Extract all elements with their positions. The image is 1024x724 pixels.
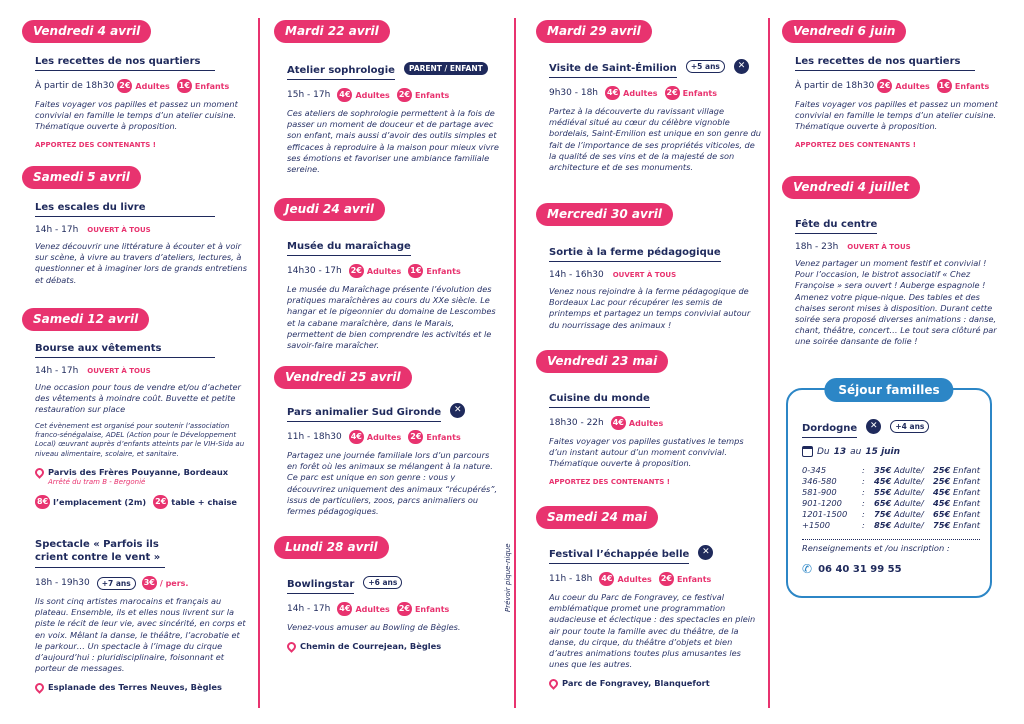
sep: / <box>921 509 924 519</box>
price-badge: 4€ <box>605 86 620 100</box>
tag-pill: PARENT / ENFANT <box>404 62 488 75</box>
price-row <box>802 487 980 498</box>
event-time: 14h30 - 17h <box>287 266 342 276</box>
price-row <box>802 520 980 531</box>
event-title: Visite de Saint-Émilion <box>549 63 677 78</box>
price-badge: 2€ <box>397 602 412 616</box>
price-table <box>802 465 980 531</box>
price-label: Enfants <box>426 432 461 442</box>
adult-price: 75€ Adulte <box>874 509 921 519</box>
price-row <box>802 509 980 520</box>
quotient: 1201-1500 <box>802 509 848 519</box>
price-label: Adultes <box>628 418 664 428</box>
event-recettes-juin <box>795 56 1007 149</box>
date-badge: Mardi 29 avril <box>536 20 652 43</box>
date-badge: Samedi 5 avril <box>22 166 141 189</box>
price-badge: 4€ <box>611 416 626 430</box>
price-label: Adultes <box>355 604 390 614</box>
event-time: 9h30 - 18h <box>549 88 599 98</box>
sep: / <box>921 520 924 530</box>
event-time: 18h - 23h <box>795 242 839 252</box>
price-label: Adultes <box>617 574 652 584</box>
event-title: Festival l’échappée belle <box>549 549 689 564</box>
sep: : <box>862 509 865 519</box>
phone-number: 06 40 31 99 55 <box>818 563 902 575</box>
bring-note: APPORTEZ DES CONTENANTS ! <box>35 140 156 149</box>
price-label: Enfants <box>682 88 717 98</box>
price-badge: 4€ <box>337 602 352 616</box>
price-label: Adultes <box>135 81 170 91</box>
price-label: Enfants <box>194 81 230 91</box>
event-escales <box>35 202 247 286</box>
event-location <box>35 467 247 486</box>
price-label: Enfants <box>676 574 712 584</box>
event-description: Venez partager un moment festif et convivial ! Pour l’occasion, le bistrot associatif « Chez Françoise » sera ouvert ! Auberge espagnole ! Amenez votre pique-nique. Des tables et des chaises seront mises à disposition. Durant cette soirée sera proposé diverses animations : danse, chant, théâtre, concert… Le tout sera clôturé par une soirée dansante de folie ! <box>795 258 997 347</box>
event-fete <box>795 212 1007 348</box>
event-festival <box>549 542 761 688</box>
age-pill: +7 ans <box>97 577 136 590</box>
price-label: Adultes <box>366 266 402 276</box>
sejour-box <box>786 383 992 598</box>
child-price: 45€ Enfant <box>933 487 980 497</box>
event-description: Partez à la découverte du ravissant village médiéval situé au cœur du célèbre vignoble bordelais, Saint-Emilion est unique en son genre du fait de l’importance de ses propriétés viticoles, de la qualité de ses vins et de la majesté de son architecture et de ses monuments. <box>549 106 761 173</box>
sejour-header <box>802 416 980 438</box>
location-text: Parc de Fongravey, Blanquefort <box>562 678 710 689</box>
event-title: Atelier sophrologie <box>287 65 395 80</box>
quotient: 346-580 <box>802 476 837 486</box>
price-label: Enfants <box>426 266 461 276</box>
open-label: OUVERT À TOUS <box>87 367 151 375</box>
event-description: Le musée du Maraîchage présente l’évolution des pratiques maraîchères au cours du XXe siècle. Le hangar et le pigeonnier du domaine de Lescombes et la cabane maraîchère, dans le Marais, permettent de bien comprendre les activités et le savoir-faire maraîcher. <box>287 284 496 351</box>
event-title: Fête du centre <box>795 219 877 234</box>
event-spectacle <box>35 538 247 692</box>
price-badge: 8€ <box>35 495 50 509</box>
price-badge: 4€ <box>599 572 614 586</box>
event-location <box>549 678 761 688</box>
event-meta <box>795 242 1007 252</box>
cutlery-icon: ✕ <box>866 419 881 434</box>
price-badge: 2€ <box>877 79 892 93</box>
price-badge: 1€ <box>937 79 952 93</box>
age-pill: +5 ans <box>686 60 725 73</box>
date-badge: Vendredi 6 juin <box>782 20 906 43</box>
price-label: Adultes <box>895 81 930 91</box>
event-time: 14h - 17h <box>287 604 331 614</box>
quotient: +1500 <box>802 520 831 530</box>
event-description: Ils sont cinq artistes marocains et français au plateau. Ensemble, ils et elles nous livrent sur la piste le récit de leur vie, avec sincérité, en corps et en voix. Mêlant la danse, le théâtre, l’acrobatie et le parkour… Un spectacle à l’image du cirque d’aujourd’hui : pluridisciplinaire, foisonnant et porteur de messages. <box>35 596 246 674</box>
phone-icon: ✆ <box>802 562 813 576</box>
price-badge: 1€ <box>408 264 423 278</box>
event-extra-prices <box>35 495 247 509</box>
event-meta <box>35 79 247 93</box>
event-time: 14h - 17h <box>35 225 79 235</box>
event-musee <box>287 234 499 351</box>
price-badge: 4€ <box>337 88 352 102</box>
event-cuisine <box>549 386 761 486</box>
sep: : <box>862 487 865 497</box>
event-description: Faites voyager vos papilles et passez un moment convivial en famille le temps d’un atelier cuisine. Thématique ouverte à proposition. <box>35 99 238 132</box>
price-label: Enfants <box>414 604 450 614</box>
date-badge: Mercredi 30 avril <box>536 203 673 226</box>
event-parc <box>287 400 499 517</box>
column-3 <box>536 0 762 724</box>
price-row <box>802 498 980 509</box>
sep: / <box>921 465 924 475</box>
event-description: Venez découvrir une littérature à écouter et à voir sur scène, à vivre au travers d’ateliers, lectures, à questionner et à imaginer lors de grands entretiens et débats. <box>35 241 247 285</box>
sejour-dates <box>802 446 980 457</box>
sejour-phone <box>802 562 980 576</box>
price-row <box>802 476 980 487</box>
event-saint-emilion <box>549 56 761 173</box>
column-2 <box>274 0 502 724</box>
price-badge: 2€ <box>408 430 423 444</box>
child-price: 45€ Enfant <box>933 498 980 508</box>
event-meta <box>35 225 247 235</box>
event-time: 15h - 17h <box>287 90 331 100</box>
cutlery-icon: ✕ <box>734 59 749 74</box>
event-meta <box>287 602 499 616</box>
event-title: Musée du maraîchage <box>287 241 411 256</box>
event-time: 11h - 18h30 <box>287 432 342 442</box>
event-recettes <box>35 56 247 149</box>
event-meta <box>549 416 761 430</box>
column-4 <box>782 0 1008 724</box>
column-1 <box>22 0 248 724</box>
event-meta <box>35 366 247 376</box>
price-badge: 2€ <box>665 86 680 100</box>
sejour-title: Séjour familles <box>824 378 953 402</box>
age-pill: +4 ans <box>890 420 929 433</box>
price-label: Adultes <box>623 88 658 98</box>
date-badge: Lundi 28 avril <box>274 536 389 559</box>
open-label: OUVERT À TOUS <box>847 243 911 251</box>
child-price: 25€ Enfant <box>933 476 980 486</box>
open-label: OUVERT À TOUS <box>87 226 151 234</box>
adult-price: 45€ Adulte <box>874 476 921 486</box>
price-label: Enfants <box>954 81 990 91</box>
event-header <box>287 58 499 80</box>
location-sub: Arrêté du tram B - Bergonié <box>48 477 146 486</box>
location-text: Chemin de Courrejean, Bègles <box>300 641 442 652</box>
event-meta <box>549 572 761 586</box>
event-title: Bourse aux vêtements <box>35 343 215 358</box>
date-badge: Mardi 22 avril <box>274 20 390 43</box>
map-pin-icon <box>547 678 560 691</box>
sep: / <box>921 487 924 497</box>
date-from: 13 <box>833 446 847 457</box>
event-meta <box>549 270 761 280</box>
event-meta <box>287 430 499 444</box>
event-description: Venez nous rejoindre à la ferme pédagogique de Bordeaux Lac pour récupérer les semis de printemps et partagez un temps convivial autour du nourrissage des animaux ! <box>549 286 751 330</box>
event-description: Ces ateliers de sophrologie permettent à la fois de passer un moment de douceur et de partage avec son enfant, mais aussi d’avoir des outils simples et efficaces à reproduire à la maison pour mieux vivre ses émotions et favoriser une ambiance familiale sereine. <box>287 108 499 175</box>
open-label: OUVERT À TOUS <box>612 271 677 279</box>
event-bowling <box>287 572 499 651</box>
sep: : <box>862 476 865 486</box>
date-badge: Jeudi 24 avril <box>274 198 385 221</box>
event-title: Sortie à la ferme pédagogique <box>549 247 721 262</box>
event-time: À partir de 18h30 <box>795 81 875 91</box>
price-badge: 2€ <box>349 264 364 278</box>
sejour-place: Dordogne <box>802 423 857 438</box>
dates-mid: au <box>850 446 862 457</box>
divider-2 <box>514 18 516 708</box>
price-label: table + chaise <box>171 496 237 507</box>
event-location <box>287 641 499 651</box>
event-meta <box>795 79 1007 93</box>
event-header <box>549 56 761 78</box>
event-header <box>287 572 499 594</box>
price-label: Enfants <box>414 90 450 100</box>
event-title: Cuisine du monde <box>549 393 650 408</box>
event-description: Faites voyager vos papilles gustatives le temps d’un instant autour d’un moment convivial. Thématique ouverte à proposition. <box>549 436 744 469</box>
sejour-content <box>802 416 980 576</box>
event-header <box>287 400 499 422</box>
event-title: Spectacle « Parfois ils crient contre le vent » <box>35 538 165 568</box>
adult-price: 85€ Adulte <box>874 520 921 530</box>
event-location <box>35 682 247 692</box>
quotient: 901-1200 <box>802 498 842 508</box>
event-header <box>549 542 761 564</box>
adult-price: 35€ Adulte <box>874 465 921 475</box>
event-description: Venez-vous amuser au Bowling de Bègles. <box>287 622 461 632</box>
cutlery-icon: ✕ <box>450 403 465 418</box>
sep: : <box>862 520 865 530</box>
event-time: 11h - 18h <box>549 574 593 584</box>
date-to: 15 juin <box>865 446 901 457</box>
quotient: 581-900 <box>802 487 837 497</box>
map-pin-icon <box>285 640 298 653</box>
bring-note: APPORTEZ DES CONTENANTS ! <box>549 477 670 486</box>
price-badge: 4€ <box>349 430 364 444</box>
sep: : <box>862 465 865 475</box>
location-text: Esplanade des Terres Neuves, Bègles <box>48 682 222 693</box>
child-price: 65€ Enfant <box>933 509 980 519</box>
price-label: Adultes <box>355 90 390 100</box>
date-badge: Vendredi 4 avril <box>22 20 151 43</box>
event-time: 18h - 19h30 <box>35 578 90 588</box>
event-description: Au coeur du Parc de Fongravey, ce festival emblématique promet une programmation audacieuse et éclectique : des spectacles en plein air pour toute la famille avec du théâtre, de la danse, du cirque, du théâtre d’objets et bien d’autres animations toutes plus amusantes les unes que les autres. <box>549 592 756 670</box>
age-pill: +6 ans <box>363 576 402 589</box>
event-title: Les recettes de nos quartiers <box>35 56 215 71</box>
date-badge: Vendredi 23 mai <box>536 350 668 373</box>
price-label: l’emplacement (2m) <box>53 496 147 507</box>
adult-price: 55€ Adulte <box>874 487 921 497</box>
event-time: À partir de 18h30 <box>35 81 115 91</box>
event-title: Pars animalier Sud Gironde <box>287 407 441 422</box>
event-ferme <box>549 240 761 331</box>
map-pin-icon <box>33 466 46 479</box>
event-meta <box>35 576 247 590</box>
sep: / <box>921 476 924 486</box>
sep: / <box>921 498 924 508</box>
date-badge: Vendredi 25 avril <box>274 366 412 389</box>
quotient: 0-345 <box>802 465 827 475</box>
picnic-note: Prévoir pique-nique <box>504 543 512 612</box>
event-sophrologie <box>287 58 499 175</box>
date-badge: Samedi 12 avril <box>22 308 149 331</box>
sep: : <box>862 498 865 508</box>
event-meta <box>287 88 499 102</box>
child-price: 75€ Enfant <box>933 520 980 530</box>
price-row <box>802 465 980 476</box>
event-time: 18h30 - 22h <box>549 418 604 428</box>
location-text: Parvis des Frères Pouyanne, Bordeaux <box>48 466 229 477</box>
event-description: Partagez une journée familiale lors d’un parcours en forêt où les animaux se mélangent à la nature. Ce parc est unique en son genre : vous y découvrirez uniquement des animaux “récupérés”, issus de particuliers, zoos, parcs animaliers ou fermes pédagogiques. <box>287 450 498 517</box>
event-time: 14h - 17h <box>35 366 79 376</box>
event-title: Les recettes de nos quartiers <box>795 56 975 71</box>
price-badge: 3€ <box>142 576 157 590</box>
cutlery-icon: ✕ <box>698 545 713 560</box>
price-badge: 1€ <box>177 79 192 93</box>
price-badge: 2€ <box>153 495 168 509</box>
sejour-info: Renseignements et /ou inscription : <box>802 539 980 553</box>
event-meta <box>287 264 499 278</box>
date-badge: Vendredi 4 juillet <box>782 176 920 199</box>
event-time: 14h - 16h30 <box>549 270 604 280</box>
dates-prefix: Du <box>817 446 830 457</box>
child-price: 25€ Enfant <box>933 465 980 475</box>
divider-3 <box>768 18 770 708</box>
event-title: Bowlingstar <box>287 579 354 594</box>
event-note: Cet évènement est organisé pour soutenir l’association franco-sénégalaise, ADEL (Action pour le Développement Local) œuvrant auprès d’enfants atteints par le VIH-Sida au niveau alimentaire, scolaire, et sanitaire. <box>35 421 245 458</box>
map-pin-icon <box>33 682 46 695</box>
event-description: Une occasion pour tous de vendre et/ou d’acheter des vêtements à moindre coût. Buvette et petite restauration sur place <box>35 382 241 415</box>
event-bourse <box>35 343 247 509</box>
date-badge: Samedi 24 mai <box>536 506 658 529</box>
price-badge: 2€ <box>397 88 412 102</box>
price-badge: 2€ <box>659 572 674 586</box>
event-title: Les escales du livre <box>35 202 215 217</box>
price-badge: 2€ <box>117 79 132 93</box>
price-label: / pers. <box>159 578 189 588</box>
divider-1 <box>258 18 260 708</box>
event-description: Faites voyager vos papilles et passez un moment convivial en famille le temps d’un atelier cuisine. Thématique ouverte à proposition. <box>795 99 998 132</box>
bring-note: APPORTEZ DES CONTENANTS ! <box>795 140 916 149</box>
calendar-icon <box>802 446 813 457</box>
event-meta <box>549 86 761 100</box>
adult-price: 65€ Adulte <box>874 498 921 508</box>
price-label: Adultes <box>366 432 402 442</box>
